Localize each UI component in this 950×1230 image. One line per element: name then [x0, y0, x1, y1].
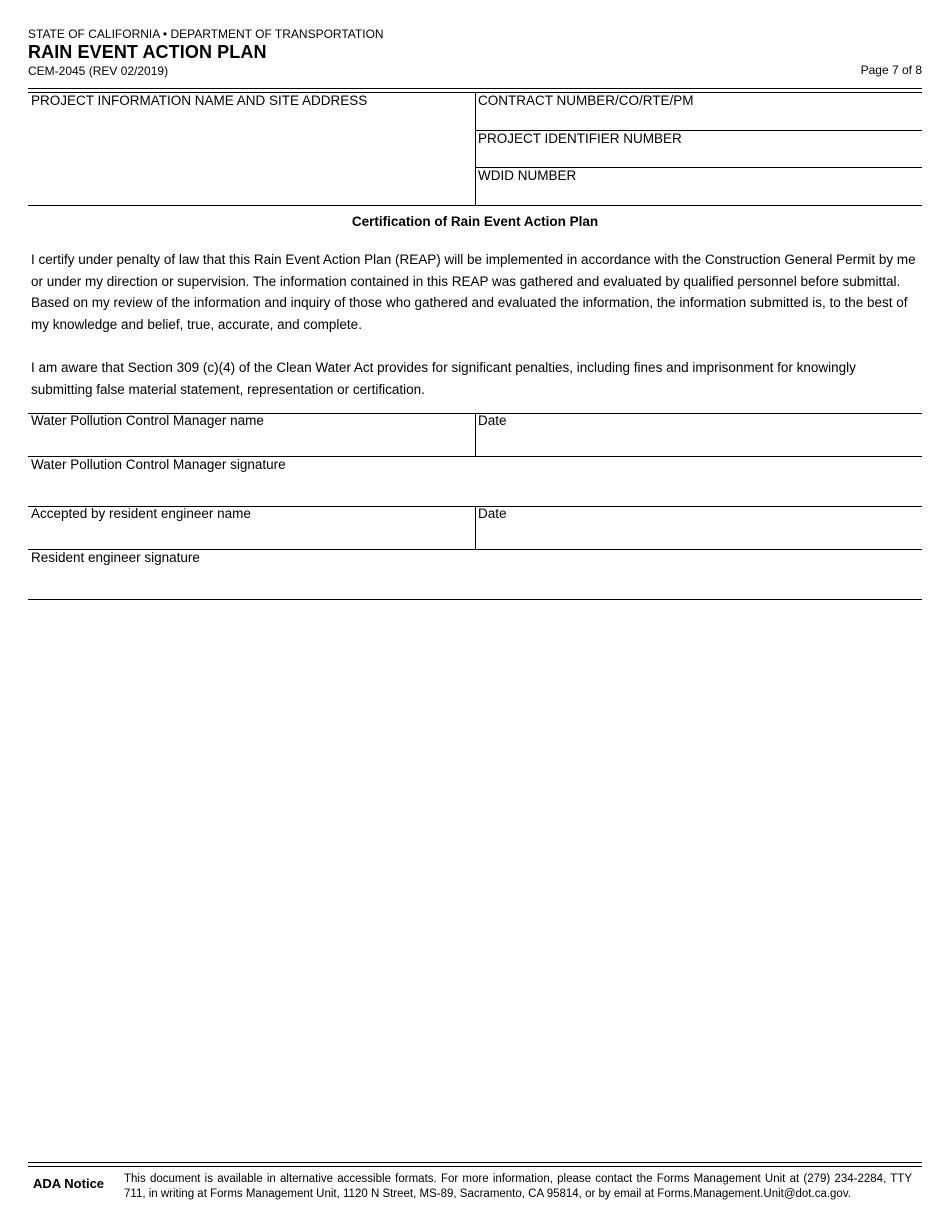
footer-rule-top — [28, 1162, 922, 1163]
wdid-number-label: WDID NUMBER — [478, 168, 577, 183]
re-name-label: Accepted by resident engineer name — [31, 506, 251, 521]
re-date-label: Date — [478, 506, 507, 521]
certification-title: Certification of Rain Event Action Plan — [351, 214, 599, 229]
re-column-divider — [475, 506, 476, 549]
ada-notice-label: ADA Notice — [33, 1176, 105, 1191]
re-signature-label: Resident engineer signature — [31, 550, 200, 565]
footer-rule-bottom — [28, 1166, 922, 1167]
certification-paragraph-1: I certify under penalty of law that this Rain Event Action Plan (REAP) will be implemented in accordance with the Construction General Permit by me or under my direction or supervision. The information contained in this REAP was gathered and evaluated by qualified personnel before submittal. Based on my review of the information and inquiry of those who gathered and evaluated the information, the information submitted is, to the best of my knowledge and belief, true, accurate, and complete. — [31, 252, 916, 333]
header-rule-top — [28, 88, 922, 89]
agency-name: STATE OF CALIFORNIA • DEPARTMENT OF TRANSPORTATION — [28, 27, 384, 41]
wpcm-name-field[interactable] — [29, 431, 473, 455]
contract-number-field[interactable] — [477, 110, 921, 129]
project-identifier-label: PROJECT IDENTIFIER NUMBER — [478, 131, 682, 146]
project-name-address-label: PROJECT INFORMATION NAME AND SITE ADDRESS — [31, 93, 368, 108]
project-column-divider — [475, 92, 476, 205]
wpcm-date-label: Date — [478, 413, 507, 428]
wpcm-name-label: Water Pollution Control Manager name — [31, 413, 264, 428]
re-date-field[interactable] — [477, 524, 921, 548]
certification-paragraph-2: I am aware that Section 309 (c)(4) of the Clean Water Act provides for significant penalties, including fines and imprisonment for knowingly submitting false material statement, representation or certification. — [31, 360, 856, 397]
form-number: CEM-2045 (REV 02/2019) — [28, 64, 169, 78]
project-table-bottom — [28, 205, 922, 206]
wpcm-column-divider — [475, 413, 476, 456]
wdid-number-field[interactable] — [477, 185, 921, 204]
ada-notice-text: This document is available in alternative accessible formats. For more information, please contact the Forms Management Unit at (279) 234-2284, TTY 711, in writing at Forms Management Unit, 1120 N Street, MS-89, Sacramento, CA 95814, or by email at Forms.Management.Unit@dot.ca.gov. — [124, 1173, 912, 1200]
contract-number-label: CONTRACT NUMBER/CO/RTE/PM — [478, 93, 694, 108]
re-name-field[interactable] — [29, 524, 473, 548]
wpcm-signature-field[interactable] — [29, 475, 921, 505]
form-title: RAIN EVENT ACTION PLAN — [28, 42, 267, 62]
project-identifier-field[interactable] — [477, 148, 921, 166]
wpcm-date-field[interactable] — [477, 431, 921, 455]
page-number: Page 7 of 8 — [860, 63, 922, 77]
wpcm-signature-label: Water Pollution Control Manager signature — [31, 457, 286, 472]
project-name-address-field[interactable] — [29, 112, 473, 203]
re-signature-field[interactable] — [29, 568, 921, 598]
re-block-bottom — [28, 599, 922, 600]
